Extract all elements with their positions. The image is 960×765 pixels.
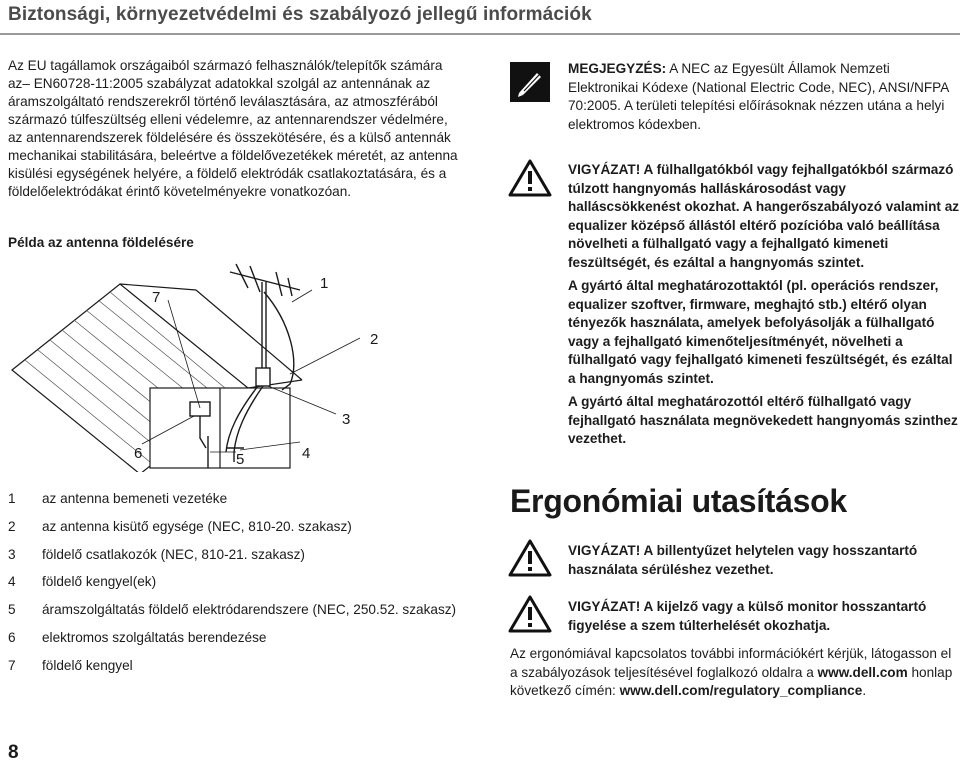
dell-link[interactable]: www.dell.com [817,664,908,680]
closing-paragraph [510,645,960,701]
legend-number: 6 [8,629,16,645]
page-header [0,0,960,32]
legend-number: 7 [8,657,16,673]
legend-text: áramszolgáltatás földelő elektródarendszere (NEC, 250.52. szakasz) [42,602,457,618]
callout-2: 2 [370,331,379,348]
intro-paragraph: Az EU tagállamok országaiból származó felhasználók/telepítők számára az– EN60728-11:2005 szabályzat adatokkal szolgál az antennának az áramszolgáltató rendszerekről történő leválasztására, az atmoszférából származó túlfeszültség elleni védelemre, az antennarendszer védelmére, az antennarendszerek földelésére és összekötésére, és a külső antennák mechanikai stabilitására, beleértve a földelővezetékek méretét, az antenna kisülési egységének helyére, a földelő elektródák csatlakoztatására, és a földelőelektródákat érintő követelményekre vonatkozóan. [8,58,458,199]
legend-item [8,629,478,657]
legend-text: földelő kengyel [42,657,133,673]
diagram-legend [8,490,478,685]
closing-text: Az ergonómiával kapcsolatos további információkért kérjük, látogasson el a szabályozások teljesítésével foglalkozó oldalra a [510,646,952,680]
callout-3: 3 [342,411,351,428]
legend-item [8,546,478,574]
legend-item [8,573,478,601]
warning-triangle-icon [508,594,552,638]
legend-item [8,490,478,518]
legend-text: földelő kengyel(ek) [42,574,157,590]
regulatory-link[interactable]: www.dell.com/regulatory_compliance [619,683,863,698]
legend-item [8,518,478,546]
legend-number: 1 [8,491,16,506]
caution-paragraph: A gyártó által meghatározottaktól (pl. operációs rendszer, equalizer szoftver, firmware, meghajtó stb.) eltérő olyan tényezők használata, amelyek befolyásolják a fülhallgató vagy a fejhallgató kimenőteljesítményét, növelheti a fülhallgató vagy fejhallgató kimeneti feszültségét, és ezáltal a hangnyomás szintet. [568,278,953,386]
page-title: Biztonsági, környezetvédelmi és szabályozó jellegű információk [8,4,592,25]
legend-number: 2 [8,518,16,534]
ergonomics-title: Ergonómiai utasítások [510,483,847,519]
callout-4: 4 [302,445,311,462]
closing-text: honlap következő címén: [510,664,953,698]
callout-1: 1 [320,275,329,292]
legend-text: elektromos szolgáltatás berendezése [42,629,267,645]
legend-number: 5 [8,602,16,618]
note-body: A NEC az Egyesült Államok Nemzeti Elektronikai Kódexe (National Electric Code, NEC), ANSI/NFPA 70:2005. A területi telepítési előírásoknak nézzen utána a helyi elektromos kódexben. [568,61,949,132]
note-text [568,60,960,134]
legend-text: földelő csatlakozók (NEC, 810-21. szakasz) [42,546,305,562]
caution-keyboard: VIGYÁZAT! A billentyűzet helytelen vagy hosszantartó használata sérüléshez vezethet. [568,543,918,577]
pencil-note-icon [510,62,554,106]
header-divider [0,33,960,35]
caution-paragraph: VIGYÁZAT! A fülhallgatókból vagy fejhallgatókból származó túlzott hangnyomás halláskárosodást vagy halláscsökkenést okozhat. A hangerőszabályozó valamint az equalizer középső állástól eltérő pozícióba való beállítása növelheti a fülhallgató vagy a fejhallgató kimeneti feszültségét, és ezáltal a hangnyomás szintet. [568,162,960,270]
legend-text: az antenna bemeneti vezetéke [42,491,228,506]
legend-item [8,601,478,629]
example-title: Példa az antenna földelésére [8,235,194,250]
page-number: 8 [8,742,19,763]
caution-monitor: VIGYÁZAT! A kijelző vagy a külső monitor hosszantartó figyelése a szem túlterhelését okozhatja. [568,599,927,633]
legend-item [8,657,478,685]
note-label: MEGJEGYZÉS: [568,61,667,76]
closing-text: . [862,683,867,698]
legend-number: 4 [8,574,16,590]
caution-headphones [568,161,960,454]
caution-paragraph: A gyártó által meghatározottól eltérő fülhallgató vagy fejhallgató használata megnövekedett hangnyomás szinthez vezethet. [568,394,958,446]
callout-6: 6 [134,445,143,462]
callout-5: 5 [236,451,245,468]
warning-triangle-icon [508,158,552,202]
warning-triangle-icon [508,538,552,582]
legend-number: 3 [8,546,16,562]
callout-7: 7 [152,289,161,306]
antenna-grounding-diagram [0,262,470,472]
legend-text: az antenna kisütő egysége (NEC, 810-20. szakasz) [42,518,352,534]
